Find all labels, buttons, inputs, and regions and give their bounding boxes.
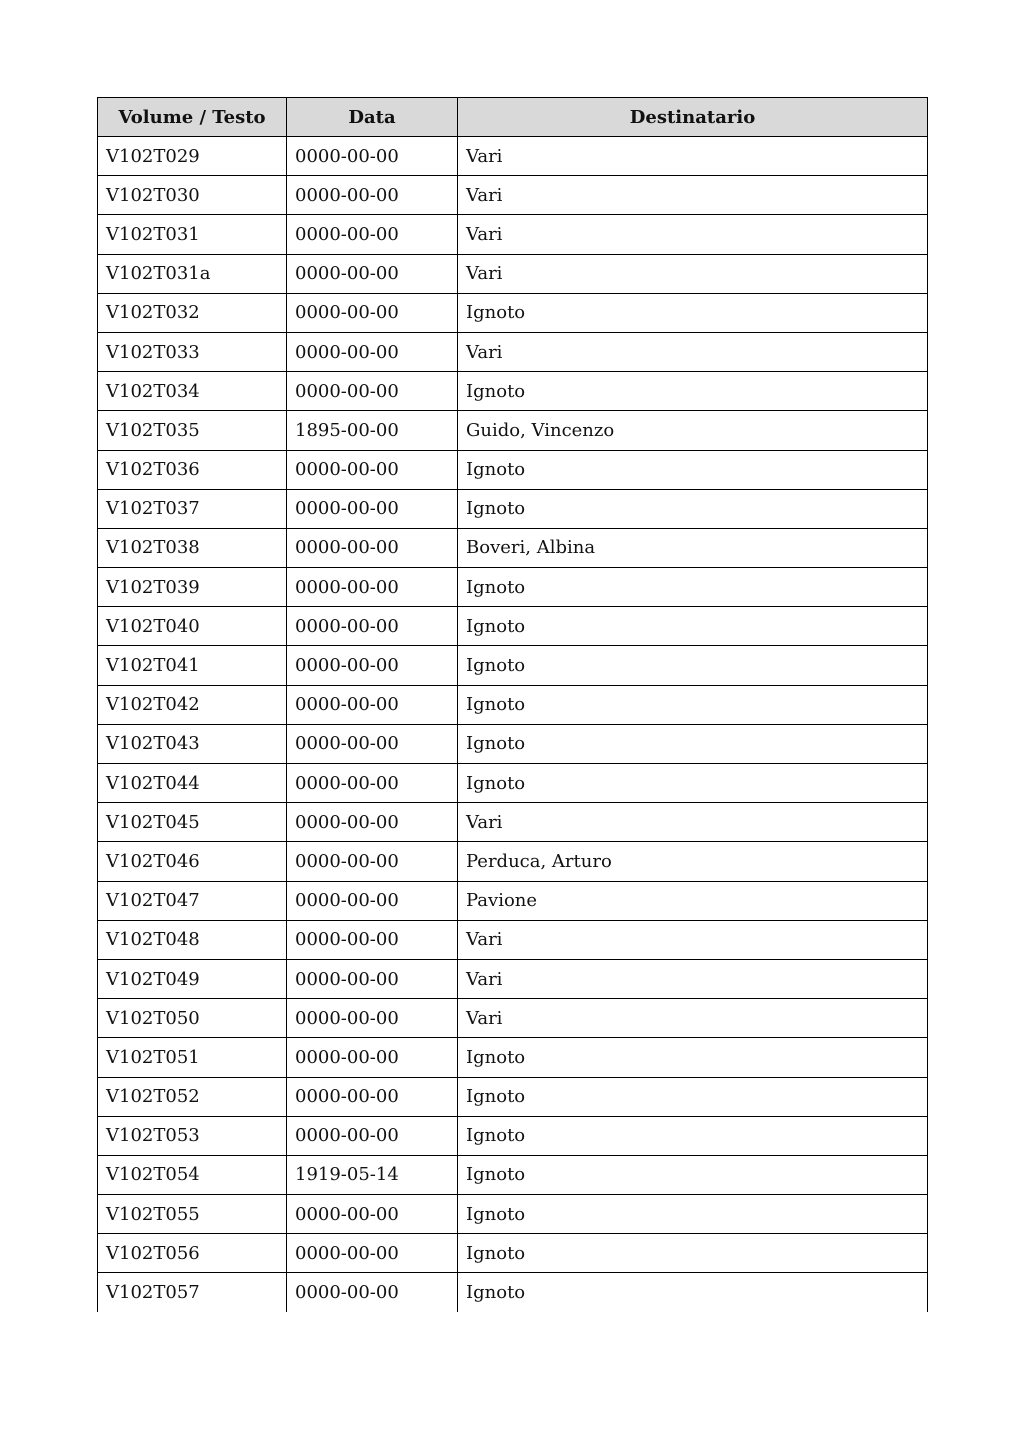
cell-destinatario: Ignoto xyxy=(458,685,928,724)
letters-table xyxy=(97,97,928,1312)
cell-data: 0000-00-00 xyxy=(287,254,458,293)
cell-data: 0000-00-00 xyxy=(287,724,458,763)
cell-volume-testo: V102T029 xyxy=(98,137,287,176)
table-row xyxy=(98,999,928,1038)
cell-data: 0000-00-00 xyxy=(287,803,458,842)
cell-data: 0000-00-00 xyxy=(287,176,458,215)
cell-volume-testo: V102T040 xyxy=(98,607,287,646)
cell-volume-testo: V102T041 xyxy=(98,646,287,685)
cell-volume-testo: V102T056 xyxy=(98,1234,287,1273)
cell-destinatario: Vari xyxy=(458,254,928,293)
cell-volume-testo: V102T054 xyxy=(98,1155,287,1194)
cell-destinatario: Ignoto xyxy=(458,1195,928,1234)
cell-destinatario: Ignoto xyxy=(458,293,928,332)
cell-volume-testo: V102T052 xyxy=(98,1077,287,1116)
table-row xyxy=(98,1077,928,1116)
cell-volume-testo: V102T036 xyxy=(98,450,287,489)
cell-data: 0000-00-00 xyxy=(287,1273,458,1312)
cell-volume-testo: V102T034 xyxy=(98,372,287,411)
cell-data: 0000-00-00 xyxy=(287,1116,458,1155)
table-row xyxy=(98,1234,928,1273)
table-row xyxy=(98,176,928,215)
cell-data: 0000-00-00 xyxy=(287,685,458,724)
cell-data: 0000-00-00 xyxy=(287,959,458,998)
cell-data: 0000-00-00 xyxy=(287,920,458,959)
table-header-row xyxy=(98,98,928,137)
table-row xyxy=(98,1038,928,1077)
cell-destinatario: Ignoto xyxy=(458,1077,928,1116)
table-row xyxy=(98,489,928,528)
cell-data: 1895-00-00 xyxy=(287,411,458,450)
cell-data: 0000-00-00 xyxy=(287,489,458,528)
cell-destinatario: Vari xyxy=(458,999,928,1038)
cell-data: 0000-00-00 xyxy=(287,137,458,176)
cell-volume-testo: V102T043 xyxy=(98,724,287,763)
cell-destinatario: Ignoto xyxy=(458,764,928,803)
cell-volume-testo: V102T055 xyxy=(98,1195,287,1234)
table-body xyxy=(98,137,928,1313)
cell-data: 0000-00-00 xyxy=(287,646,458,685)
cell-data: 0000-00-00 xyxy=(287,999,458,1038)
cell-destinatario: Vari xyxy=(458,137,928,176)
cell-data: 0000-00-00 xyxy=(287,842,458,881)
cell-destinatario: Boveri, Albina xyxy=(458,528,928,567)
table-row xyxy=(98,137,928,176)
table-row xyxy=(98,764,928,803)
cell-volume-testo: V102T046 xyxy=(98,842,287,881)
cell-destinatario: Vari xyxy=(458,176,928,215)
cell-volume-testo: V102T039 xyxy=(98,568,287,607)
cell-volume-testo: V102T038 xyxy=(98,528,287,567)
column-header-data: Data xyxy=(287,98,458,137)
table-row xyxy=(98,411,928,450)
table-row xyxy=(98,568,928,607)
table-header xyxy=(98,98,928,137)
cell-volume-testo: V102T031a xyxy=(98,254,287,293)
cell-volume-testo: V102T045 xyxy=(98,803,287,842)
cell-destinatario: Ignoto xyxy=(458,1038,928,1077)
cell-destinatario: Vari xyxy=(458,959,928,998)
table-row xyxy=(98,254,928,293)
cell-destinatario: Ignoto xyxy=(458,450,928,489)
cell-destinatario: Vari xyxy=(458,332,928,371)
cell-data: 0000-00-00 xyxy=(287,1038,458,1077)
cell-destinatario: Vari xyxy=(458,803,928,842)
table-row xyxy=(98,332,928,371)
cell-volume-testo: V102T031 xyxy=(98,215,287,254)
cell-destinatario: Ignoto xyxy=(458,372,928,411)
cell-destinatario: Ignoto xyxy=(458,1273,928,1312)
cell-destinatario: Ignoto xyxy=(458,568,928,607)
cell-destinatario: Vari xyxy=(458,215,928,254)
table-row xyxy=(98,646,928,685)
cell-data: 0000-00-00 xyxy=(287,293,458,332)
cell-data: 0000-00-00 xyxy=(287,450,458,489)
cell-destinatario: Perduca, Arturo xyxy=(458,842,928,881)
cell-data: 0000-00-00 xyxy=(287,1234,458,1273)
table-row xyxy=(98,215,928,254)
cell-data: 0000-00-00 xyxy=(287,568,458,607)
cell-volume-testo: V102T033 xyxy=(98,332,287,371)
cell-volume-testo: V102T053 xyxy=(98,1116,287,1155)
column-header-volume-testo: Volume / Testo xyxy=(98,98,287,137)
cell-destinatario: Ignoto xyxy=(458,489,928,528)
cell-data: 0000-00-00 xyxy=(287,528,458,567)
cell-data: 0000-00-00 xyxy=(287,1077,458,1116)
cell-volume-testo: V102T047 xyxy=(98,881,287,920)
cell-volume-testo: V102T035 xyxy=(98,411,287,450)
cell-data: 0000-00-00 xyxy=(287,881,458,920)
cell-destinatario: Ignoto xyxy=(458,1116,928,1155)
cell-volume-testo: V102T049 xyxy=(98,959,287,998)
cell-data: 1919-05-14 xyxy=(287,1155,458,1194)
cell-volume-testo: V102T044 xyxy=(98,764,287,803)
cell-volume-testo: V102T050 xyxy=(98,999,287,1038)
table-row xyxy=(98,959,928,998)
cell-data: 0000-00-00 xyxy=(287,215,458,254)
cell-volume-testo: V102T057 xyxy=(98,1273,287,1312)
table-row xyxy=(98,607,928,646)
cell-data: 0000-00-00 xyxy=(287,332,458,371)
cell-destinatario: Guido, Vincenzo xyxy=(458,411,928,450)
cell-volume-testo: V102T042 xyxy=(98,685,287,724)
table-row xyxy=(98,920,928,959)
table-row xyxy=(98,685,928,724)
table-row xyxy=(98,1116,928,1155)
table-row xyxy=(98,803,928,842)
cell-volume-testo: V102T048 xyxy=(98,920,287,959)
table-row xyxy=(98,842,928,881)
cell-destinatario: Vari xyxy=(458,920,928,959)
cell-destinatario: Ignoto xyxy=(458,1155,928,1194)
cell-volume-testo: V102T032 xyxy=(98,293,287,332)
cell-destinatario: Ignoto xyxy=(458,646,928,685)
table-row xyxy=(98,372,928,411)
table-row xyxy=(98,528,928,567)
cell-volume-testo: V102T030 xyxy=(98,176,287,215)
table-row xyxy=(98,293,928,332)
cell-data: 0000-00-00 xyxy=(287,372,458,411)
table-row xyxy=(98,1195,928,1234)
table-row xyxy=(98,1273,928,1312)
cell-data: 0000-00-00 xyxy=(287,607,458,646)
cell-destinatario: Ignoto xyxy=(458,724,928,763)
cell-data: 0000-00-00 xyxy=(287,1195,458,1234)
cell-destinatario: Pavione xyxy=(458,881,928,920)
table-row xyxy=(98,450,928,489)
cell-destinatario: Ignoto xyxy=(458,607,928,646)
table-row xyxy=(98,724,928,763)
cell-data: 0000-00-00 xyxy=(287,764,458,803)
cell-destinatario: Ignoto xyxy=(458,1234,928,1273)
cell-volume-testo: V102T051 xyxy=(98,1038,287,1077)
cell-volume-testo: V102T037 xyxy=(98,489,287,528)
table-row xyxy=(98,881,928,920)
table-row xyxy=(98,1155,928,1194)
column-header-destinatario: Destinatario xyxy=(458,98,928,137)
